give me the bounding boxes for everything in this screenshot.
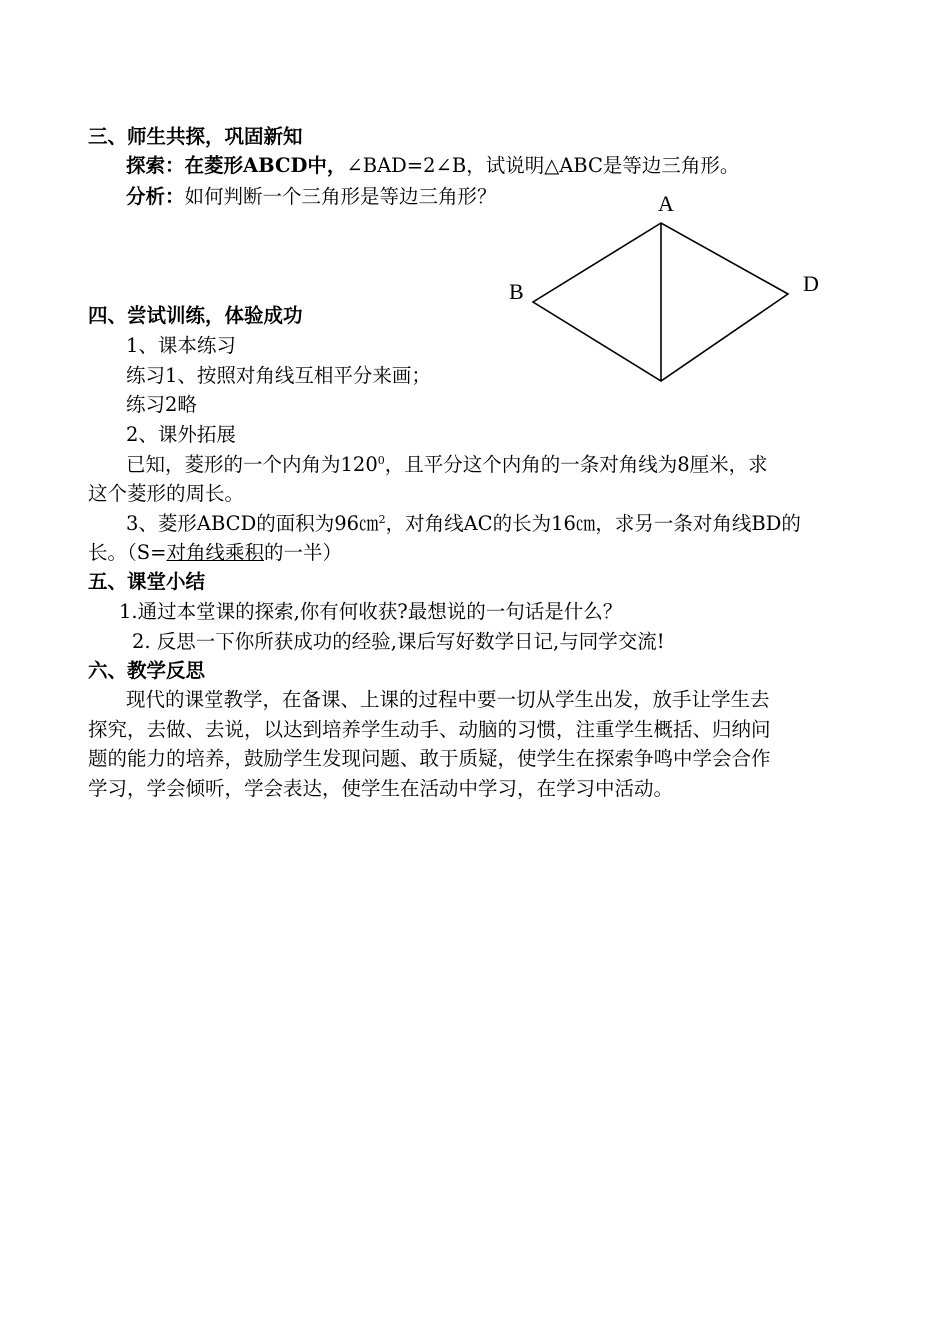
vertex-label-b: B bbox=[509, 279, 524, 304]
explore-text: ∠BAD=2∠B，试说明△ABC是等边三角形。 bbox=[346, 154, 740, 177]
problem3-text-d: 的一半） bbox=[263, 541, 342, 564]
degree-superscript: 0 bbox=[377, 454, 385, 467]
reflection-line-4: 学习，学会倾听，学会表达，使学生在活动中学习，在学习中活动。 bbox=[88, 777, 674, 800]
analysis-text: 如何判断一个三角形是等边三角形？ bbox=[184, 185, 497, 208]
section6-heading: 六、教学反思 bbox=[88, 659, 206, 682]
analysis-label: 分析： bbox=[126, 185, 185, 208]
analysis-line bbox=[126, 182, 497, 211]
area-unit-superscript: 2 bbox=[378, 513, 386, 526]
problem2-text-a: 已知，菱形的一个内角为120 bbox=[126, 453, 378, 476]
rhombus-figure bbox=[496, 186, 836, 396]
section4-heading: 四、尝试训练，体验成功 bbox=[88, 304, 303, 327]
vertex-label-d: D bbox=[803, 271, 819, 296]
summary-point1: 1.通过本堂课的探索,你有何收获?最想说的一句话是什么？ bbox=[119, 600, 623, 623]
problem2-text-b: ，且平分这个内角的一条对角线为8厘米，求 bbox=[384, 453, 768, 476]
section5-heading: 五、课堂小结 bbox=[88, 570, 206, 593]
explore-label: 探索：在菱形ABCD中， bbox=[126, 154, 347, 177]
problem3-underlined-text: 对角线乘积 bbox=[166, 541, 264, 564]
section3-heading: 三、师生共探，巩固新知 bbox=[88, 125, 303, 148]
problem2-line2: 这个菱形的周长。 bbox=[88, 482, 245, 505]
explore-line bbox=[126, 151, 739, 180]
item1-textbook-exercise: 1、课本练习 bbox=[126, 334, 236, 357]
problem3-text-b: ，对角线AC的长为16㎝，求另一条对角线BD的 bbox=[385, 512, 801, 535]
reflection-line-1: 现代的课堂教学，在备课、上课的过程中要一切从学生出发，放手让学生去 bbox=[126, 688, 770, 711]
summary-point2: 2. 反思一下你所获成功的经验,课后写好数学日记,与同学交流! bbox=[132, 630, 665, 653]
vertex-label-a: A bbox=[658, 191, 674, 216]
item2-extension: 2、课外拓展 bbox=[126, 423, 236, 446]
exercise2-text: 练习2略 bbox=[126, 393, 197, 416]
reflection-line-3: 题的能力的培养，鼓励学生发现问题、敢于质疑，使学生在探索争鸣中学会合作 bbox=[88, 747, 771, 770]
reflection-line-2: 探究，去做、去说，以达到培养学生动手、动脑的习惯，注重学生概括、归纳问 bbox=[88, 718, 771, 741]
problem3-text-c: 长。（S= bbox=[88, 541, 167, 564]
problem3-line1 bbox=[126, 509, 801, 538]
problem3-line2 bbox=[88, 538, 342, 567]
problem2-line1 bbox=[126, 450, 768, 479]
problem3-text-a: 3、菱形ABCD的面积为96㎝ bbox=[126, 512, 379, 535]
exercise1-text: 练习1、按照对角线互相平分来画； bbox=[126, 364, 431, 387]
